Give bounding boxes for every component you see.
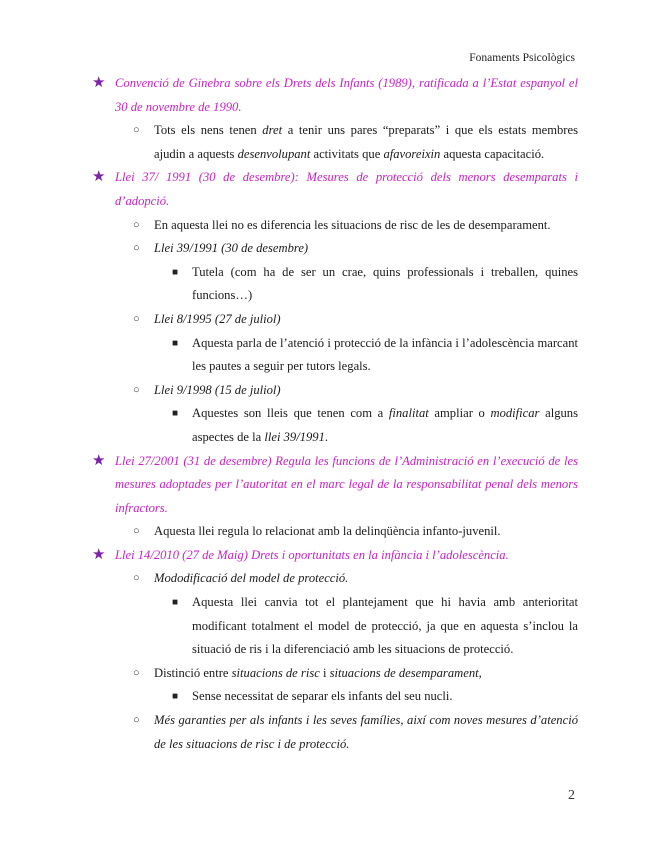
square-bullet-icon: ■ xyxy=(172,691,179,703)
sub-item-text: Més garanties per als infants i les seves famílies, així com noves mesures d’atenció de les situacions de risc i de protecció. xyxy=(154,713,578,751)
document-body xyxy=(88,72,578,756)
sub-sub-item xyxy=(88,685,578,709)
sub-sub-item-text: Aquesta parla de l’atenció i protecció de la infància i l’adolescència marcant les pautes a seguir per tutors legals. xyxy=(192,335,578,374)
text-run: alguns aspectes de la xyxy=(192,406,578,444)
text-run-italic: llei 39/1991 xyxy=(264,429,325,444)
circle-bullet-icon: ○ xyxy=(133,312,140,325)
sub-sub-item-text: Sense necessitat de separar els infants del seu nucli. xyxy=(192,689,453,704)
item-title: Llei 27/2001 (31 de desembre) Regula les funcions de l’Administració en l’execució de les mesures adoptades per l’autoritat en el marc legal de la responsabilitat penal dels menors infractors. xyxy=(115,453,578,515)
list-item-llei27 xyxy=(88,450,578,521)
item-title: Llei 14/2010 (27 de Maig) Drets i oportunitats en la infància i l’adolescència. xyxy=(115,547,509,562)
circle-bullet-icon: ○ xyxy=(133,218,140,231)
sub-item-text: Llei 39/1991 (30 de desembre) xyxy=(154,241,309,256)
text-run: ampliar o xyxy=(428,406,491,421)
text-run-italic: finalitat xyxy=(388,406,429,421)
sub-item-text: Llei 9/1998 (15 de juliol) xyxy=(154,382,281,397)
circle-bullet-icon: ○ xyxy=(133,383,140,396)
text-run-italic: situacions de desemparament, xyxy=(329,665,482,680)
circle-bullet-icon: ○ xyxy=(133,242,140,255)
sub-item xyxy=(88,709,578,756)
star-bullet-icon: ★ xyxy=(92,169,106,186)
sub-item xyxy=(88,308,578,332)
sub-item xyxy=(88,237,578,261)
star-bullet-icon: ★ xyxy=(92,452,106,469)
circle-bullet-icon: ○ xyxy=(133,714,140,727)
text-run-italic: dret xyxy=(262,123,283,138)
text-run: Distinció entre xyxy=(154,665,232,680)
text-run-italic: situacions de risc xyxy=(231,665,320,680)
sub-sub-item xyxy=(88,332,578,379)
list-item-llei14 xyxy=(88,544,578,568)
text-run: Aquestes son lleis que tenen com a xyxy=(192,406,389,421)
sub-item-text: En aquesta llei no es diferencia les situacions de risc de les de desemparament. xyxy=(154,217,551,232)
text-run: Tots els nens tenen xyxy=(154,123,263,138)
circle-bullet-icon: ○ xyxy=(133,124,140,137)
square-bullet-icon: ■ xyxy=(172,337,179,349)
sub-sub-item xyxy=(88,261,578,308)
text-run-italic: modificar xyxy=(490,406,540,421)
square-bullet-icon: ■ xyxy=(172,266,179,278)
page-number: 2 xyxy=(568,788,575,803)
circle-bullet-icon: ○ xyxy=(133,572,140,585)
sub-sub-item-text: Aquesta llei canvia tot el plantejament que hi havia amb anterioritat modificant totalment el model de protecció, ja que en aquesta s’inclou la situació de ris i la diferenciació amb les situacions de protecció. xyxy=(192,595,578,657)
sub-item xyxy=(88,662,578,686)
page-header: Fonaments Psicològics xyxy=(469,52,575,64)
sub-sub-item xyxy=(88,402,578,449)
circle-bullet-icon: ○ xyxy=(133,525,140,538)
text-run: activitats que xyxy=(310,146,384,161)
circle-bullet-icon: ○ xyxy=(133,666,140,679)
item-title: Llei 37/ 1991 (30 de desembre): Mesures de protecció dels menors desemparats i d’adopció. xyxy=(115,170,578,208)
text-run: a tenir uns pares “preparats” i que els estats membres ajudin a aquests xyxy=(154,123,578,161)
sub-item xyxy=(88,520,578,544)
text-run: aquesta capacitació. xyxy=(440,146,545,161)
sub-item-text: Mododificació del model de protecció. xyxy=(154,571,349,586)
list-item-ginebra xyxy=(88,72,578,119)
star-bullet-icon: ★ xyxy=(92,75,106,91)
item-title: Convenció de Ginebra sobre els Drets dels Infants (1989), ratificada a l’Estat espanyol el 30 de novembre de 1990. xyxy=(115,76,578,114)
sub-item-text: Aquesta llei regula lo relacionat amb la delinqüència infanto-juvenil. xyxy=(154,524,501,539)
list-item-llei37 xyxy=(88,166,578,213)
star-bullet-icon: ★ xyxy=(92,546,106,563)
sub-sub-item xyxy=(88,591,578,662)
sub-sub-item-text: Tutela (com ha de ser un crae, quins professionals i treballen, quines funcions…) xyxy=(192,264,578,303)
sub-item xyxy=(88,119,578,166)
text-run: i xyxy=(319,665,330,680)
sub-item xyxy=(88,214,578,238)
sub-item xyxy=(88,379,578,403)
text-run: . xyxy=(324,429,329,444)
sub-item-text: Llei 8/1995 (27 de juliol) xyxy=(154,311,281,326)
square-bullet-icon: ■ xyxy=(172,597,179,609)
square-bullet-icon: ■ xyxy=(172,408,179,420)
sub-item xyxy=(88,567,578,591)
text-run-italic: desenvolupant xyxy=(237,146,311,161)
text-run-italic: afavoreixin xyxy=(383,146,441,161)
